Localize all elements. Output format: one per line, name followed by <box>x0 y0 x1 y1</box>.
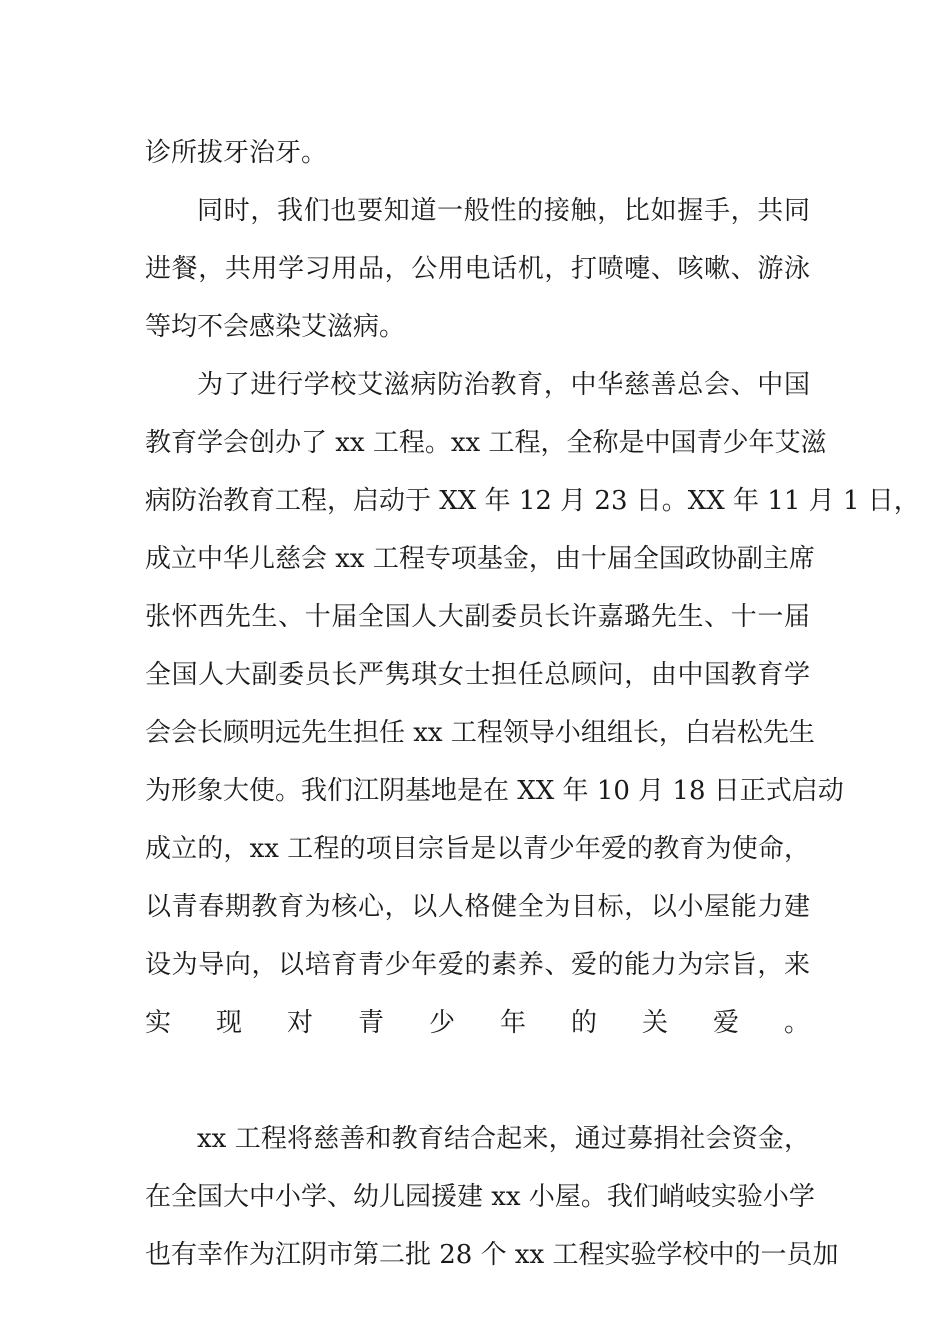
text-line: 成立中华儿慈会 xx 工程专项基金，由十届全国政协副主席 <box>145 544 815 574</box>
text-line: xx 工程将慈善和教育结合起来，通过募捐社会资金， <box>197 1124 810 1154</box>
text-line <box>145 1052 810 1110</box>
text-line: 教育学会创办了 xx 工程。xx 工程，全称是中国青少年艾滋 <box>145 428 827 458</box>
text-line: 以青春期教育为核心，以人格健全为目标，以小屋能力建 <box>145 892 810 922</box>
text-line: 进餐，共用学习用品，公用电话机，打喷嚏、咳嗽、游泳 <box>145 254 810 284</box>
text-line: 会会长顾明远先生担任 xx 工程领导小组组长，白岩松先生 <box>145 718 815 748</box>
text-line: 实现对青少年的关爱。 <box>145 1008 810 1038</box>
text-line: 在全国大中小学、幼儿园援建 xx 小屋。我们峭岐实验小学 <box>145 1182 815 1212</box>
text-line: 为形象大使。我们江阴基地是在 XX 年 10 月 18 日正式启动 <box>145 776 844 806</box>
text-line: 为了进行学校艾滋病防治教育，中华慈善总会、中国 <box>197 370 810 400</box>
text-line: 成立的，xx 工程的项目宗旨是以青少年爱的教育为使命， <box>145 834 810 864</box>
text-line: 等均不会感染艾滋病。 <box>145 312 406 342</box>
text-line: 张怀西先生、十届全国人大副委员长许嘉璐先生、十一届 <box>145 602 810 632</box>
text-line: 设为导向，以培育青少年爱的素养、爱的能力为宗旨，来 <box>145 950 810 980</box>
text-line: 也有幸作为江阴市第二批 28 个 xx 工程实验学校中的一员加 <box>145 1240 839 1270</box>
body-text <box>145 124 920 1284</box>
text-line: 诊所拔牙治牙。 <box>145 138 328 168</box>
text-line: 病防治教育工程，启动于 XX 年 12 月 23 日。XX 年 11 月 1 日， <box>145 486 920 516</box>
text-line: 全国人大副委员长严隽琪女士担任总顾问，由中国教育学 <box>145 660 810 690</box>
text-line: 同时，我们也要知道一般性的接触，比如握手，共同 <box>197 196 810 226</box>
